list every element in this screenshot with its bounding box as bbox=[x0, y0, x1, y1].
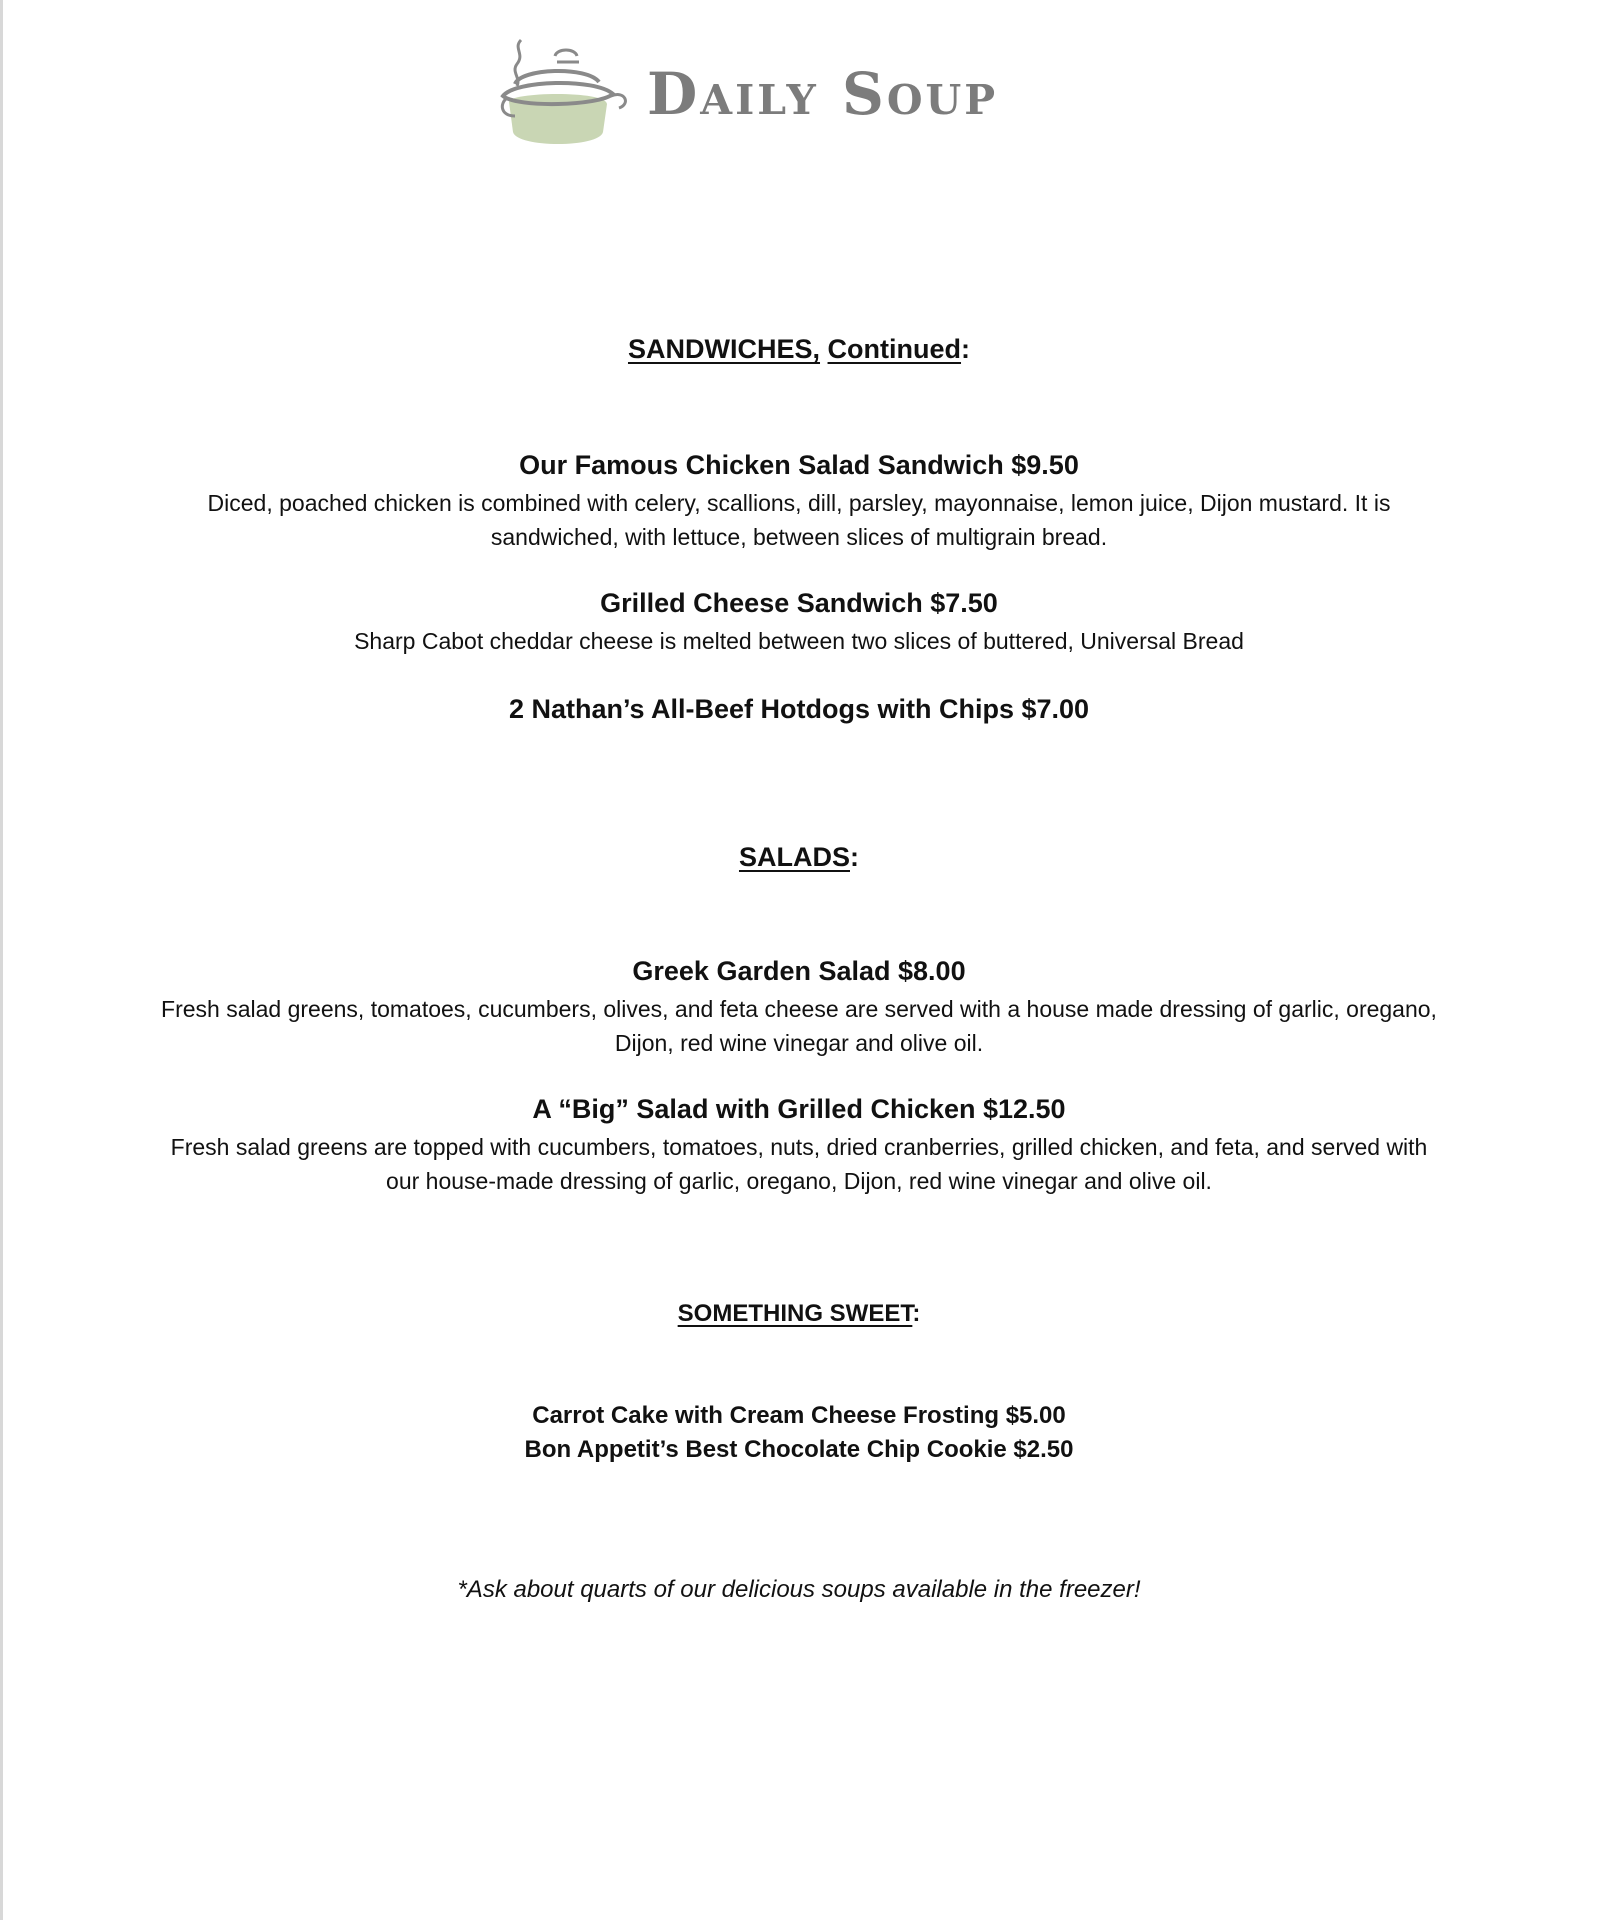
section-heading-sweet bbox=[160, 1300, 1438, 1328]
heading-main: SALADS bbox=[738, 842, 850, 872]
menu-item-title: Grilled Cheese Sandwich $7.50 bbox=[600, 588, 998, 618]
menu-item-description: Fresh salad greens are topped with cucumbers, tomatoes, nuts, dried cranberries, grilled chicken, and feta, and served with our house-made dressing of garlic, oregano, Dijon, red wine vinegar and olive oil. bbox=[170, 1134, 1428, 1194]
heading-sub: Continued bbox=[827, 334, 962, 364]
dessert-item: Carrot Cake with Cream Cheese Frosting $5.00 bbox=[532, 1402, 1066, 1429]
brand-name: Daily Soup bbox=[647, 60, 999, 128]
menu-item-description: Fresh salad greens, tomatoes, cucumbers, olives, and feta cheese are served with a house made dressing of garlic, oregano, Dijon, red wine vinegar and olive oil. bbox=[161, 996, 1437, 1056]
menu-item-description: Sharp Cabot cheddar cheese is melted between two slices of buttered, Universal Bread bbox=[354, 628, 1244, 654]
menu-item-title: 2 Nathan’s All-Beef Hotdogs with Chips $7.00 bbox=[508, 694, 1090, 724]
menu-item-title: Our Famous Chicken Salad Sandwich $9.50 bbox=[519, 450, 1079, 480]
heading-colon: : bbox=[850, 842, 859, 872]
section-heading-sandwiches bbox=[160, 334, 1438, 365]
heading-main: SANDWICHES bbox=[627, 334, 813, 364]
heading-colon: : bbox=[912, 1300, 921, 1327]
menu-item-title: A “Big” Salad with Grilled Chicken $12.50 bbox=[532, 1094, 1066, 1124]
heading-colon: : bbox=[961, 334, 971, 364]
heading-main: SOMETHING SWEET bbox=[677, 1300, 913, 1327]
menu-item-description: Diced, poached chicken is combined with celery, scallions, dill, parsley, mayonnaise, lemon juice, Dijon mustard. It is sandwiched, with lettuce, between slices of multigrain bread. bbox=[207, 490, 1391, 550]
menu-item-title: Greek Garden Salad $8.00 bbox=[632, 956, 966, 986]
footer-note: *Ask about quarts of our delicious soups available in the freezer! bbox=[457, 1576, 1141, 1603]
heading-separator: , bbox=[812, 334, 821, 364]
menu-content bbox=[160, 0, 1438, 1920]
dessert-item: Bon Appetit’s Best Chocolate Chip Cookie $2.50 bbox=[524, 1436, 1074, 1463]
section-heading-salads bbox=[160, 842, 1438, 873]
page-edge bbox=[0, 0, 3, 1920]
